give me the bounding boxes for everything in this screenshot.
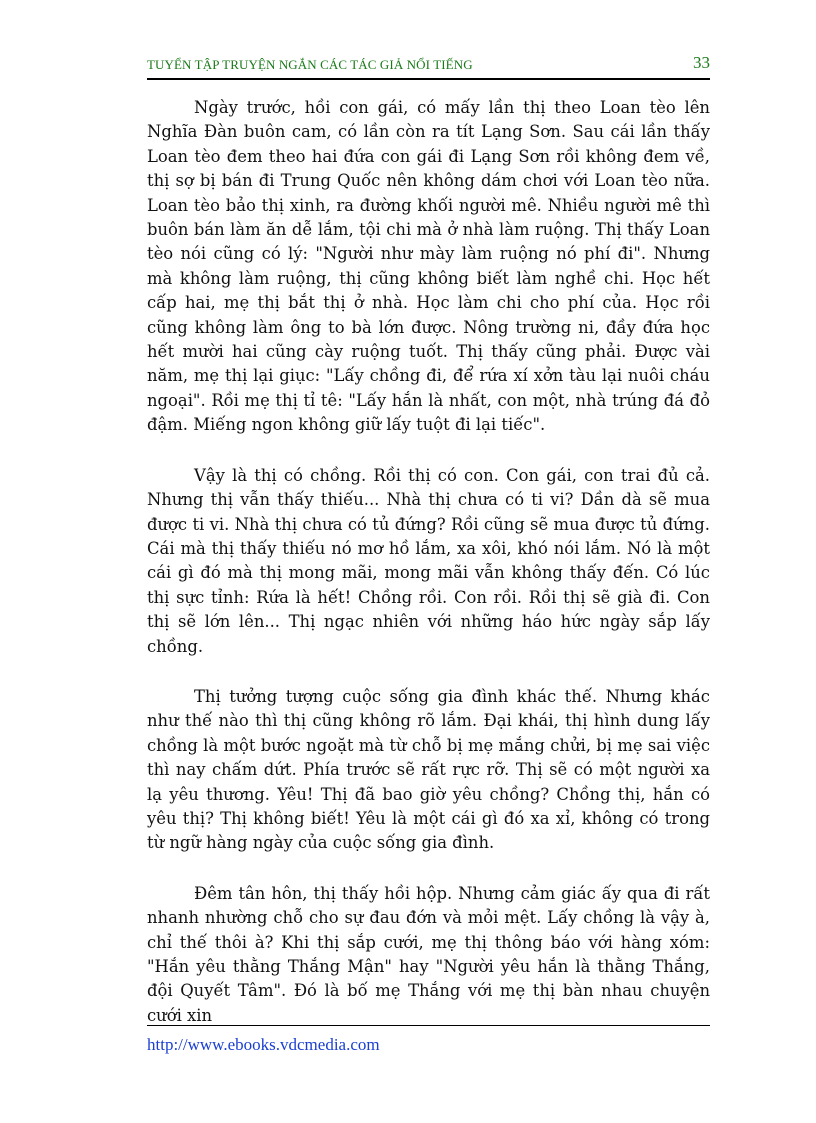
paragraph-1: Ngày trước, hồi con gái, có mấy lần thị theo Loan tèo lên Nghĩa Đàn buôn cam, có lần còn ra tít Lạng Sơn. Sau cái lần thấy Loan tèo đem theo hai đứa con gái đi Lạng Sơn rồi không đem về, thị sợ bị bán đi Trung Quốc nên không dám chơi với Loan tèo nữa. Loan tèo bảo thị xinh, ra đường khối người mê. Nhiều người mê thì buôn bán làm ăn dễ lắm, tội chi mà ở nhà làm ruộng. Thị thấy Loan tèo nói cũng có lý: "Người như mày làm ruộng nó phí đi". Nhưng mà không làm ruộng, thị cũng không biết làm nghề chi. Học hết cấp hai, mẹ thị bắt thị ở nhà. Học làm chi cho phí của. Học rồi cũng không làm ông to bà lớn được. Nông trường ni, đầy đứa học hết mười hai cũng cày ruộng tuốt. Thị thấy cũng phải. Được vài năm, mẹ thị lại giục: "Lấy chồng đi, để rứa xí xởn tàu lại nuôi cháu ngoại". Rồi mẹ thị tỉ tê: "Lấy hắn là nhất, con một, nhà trúng đá đỏ đậm. Miếng ngon không giữ lấy tuột đi lại tiếc". bbox=[147, 98, 710, 435]
paragraph-3: Thị tưởng tượng cuộc sống gia đình khác thế. Nhưng khác như thế nào thì thị cũng không rõ lắm. Đại khái, thị hình dung lấy chồng là một bước ngoặt mà từ chỗ bị mẹ mắng chửi, bị mẹ sai việc thì nay chấm dứt. Phía trước sẽ rất rực rỡ. Thị sẽ có một người xa lạ yêu thương. Yêu! Thị đã bao giờ yêu chồng? Chồng thị, hắn có yêu thị? Thị không biết! Yêu là một cái gì đó xa xỉ, không có trong từ ngữ hàng ngày của cuộc sống gia đình. bbox=[147, 686, 710, 853]
footer-link[interactable]: http://www.ebooks.vdcmedia.com bbox=[147, 1035, 380, 1054]
page-body bbox=[147, 96, 710, 1028]
page-number: 33 bbox=[693, 53, 710, 72]
footer-divider bbox=[147, 1025, 710, 1026]
paragraph-2: Vậy là thị có chồng. Rồi thị có con. Con gái, con trai đủ cả. Nhưng thị vẫn thấy thiếu... Nhà thị chưa có ti vi? Dần dà sẽ mua được ti vi. Nhà thị chưa có tủ đứng? Rồi cũng sẽ mua được tủ đứng. Cái mà thị thấy thiếu nó mơ hồ lắm, xa xôi, khó nói lắm. Nó là một cái gì đó mà thị mong mãi, mong mãi vẫn không thấy đến. Có lúc thị sực tỉnh: Rứa là hết! Chồng rồi. Con rồi. Rồi thị sẽ già đi. Con thị sẽ lớn lên... Thị ngạc nhiên với những háo hức ngày sắp lấy chồng. bbox=[147, 465, 710, 656]
page-header bbox=[147, 52, 710, 80]
book-title: TUYỂN TẬP TRUYỆN NGẮN CÁC TÁC GIẢ NỔI TIẾNG bbox=[147, 57, 473, 72]
paragraph-4: Đêm tân hôn, thị thấy hồi hộp. Nhưng cảm giác ấy qua đi rất nhanh nhường chỗ cho sự đau đớn và mỏi mệt. Lấy chồng là vậy à, chỉ thế thôi à? Khi thị sắp cưới, mẹ thị thông báo với hàng xóm: "Hắn yêu thằng Thắng Mận" hay "Người yêu hắn là thằng Thắng, đội Quyết Tâm". Đó là bố mẹ Thắng với mẹ thị bàn nhau chuyện cưới xin bbox=[147, 883, 710, 1025]
